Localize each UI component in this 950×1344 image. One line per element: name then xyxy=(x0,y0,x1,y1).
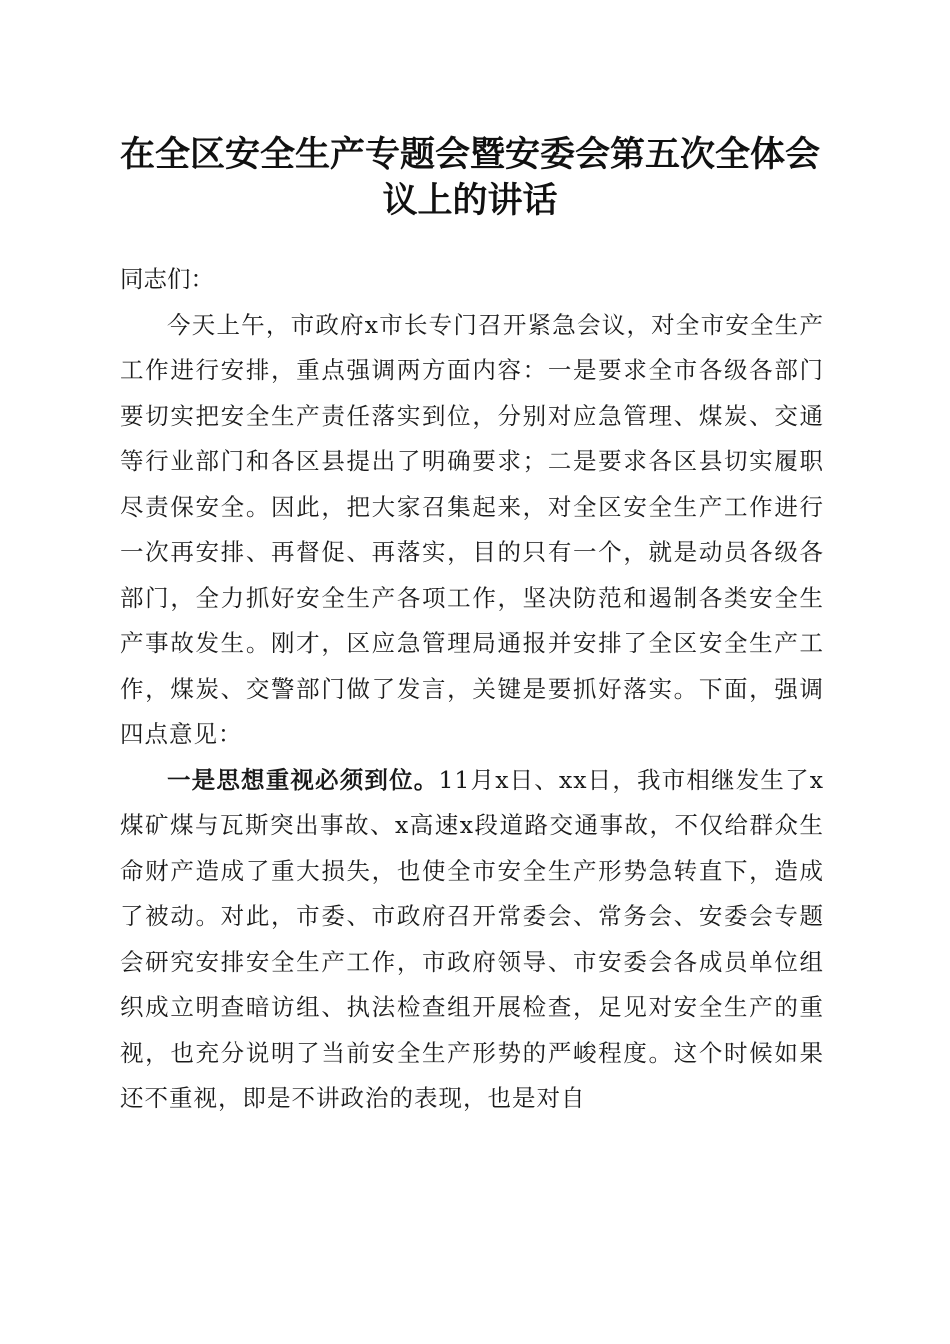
paragraph-intro xyxy=(120,303,824,758)
salutation: 同志们： xyxy=(120,265,214,293)
paragraph-lead-heading: 一是思想重视必须到位。 xyxy=(167,765,439,794)
paragraph-point-one xyxy=(120,758,824,1122)
document-title xyxy=(100,132,840,224)
title-line-2: 议上的讲话 xyxy=(382,180,558,221)
paragraph-text: 今天上午，市政府x市长专门召开紧急会议，对全市安全生产工作进行安排，重点强调两方面内容：一是要求全市各级各部门要切实把安全生产责任落实到位，分别对应急管理、煤炭、交通等行业部门和各区县提出了明确要求；二是要求各区县切实履职尽责保安全。因此，把大家召集起来，对全区安全生产工作进行一次再安排、再督促、再落实，目的只有一个，就是动员各级各部门，全力抓好安全生产各项工作，坚决防范和遏制各类安全生产事故发生。刚才，区应急管理局通报并安排了全区安全生产工作，煤炭、交警部门做了发言，关键是要抓好落实。下面，强调四点意见： xyxy=(120,310,824,748)
paragraph-text: 11月x日、xx日，我市相继发生了x煤矿煤与瓦斯突出事故、x高速x段道路交通事故，不仅给群众生命财产造成了重大损失，也使全市安全生产形势急转直下，造成了被动。对此，市委、市政府召开常委会、常务会、安委会专题会研究安排安全生产工作，市政府领导、市安委会各成员单位组织成立明查暗访组、执法检查组开展检查，足见对安全生产的重视，也充分说明了当前安全生产形势的严峻程度。这个时候如果还不重视，即是不讲政治的表现，也是对自 xyxy=(120,765,824,1112)
document-body xyxy=(120,257,824,1122)
title-line-1: 在全区安全生产专题会暨安委会第五次全体会 xyxy=(119,134,820,175)
